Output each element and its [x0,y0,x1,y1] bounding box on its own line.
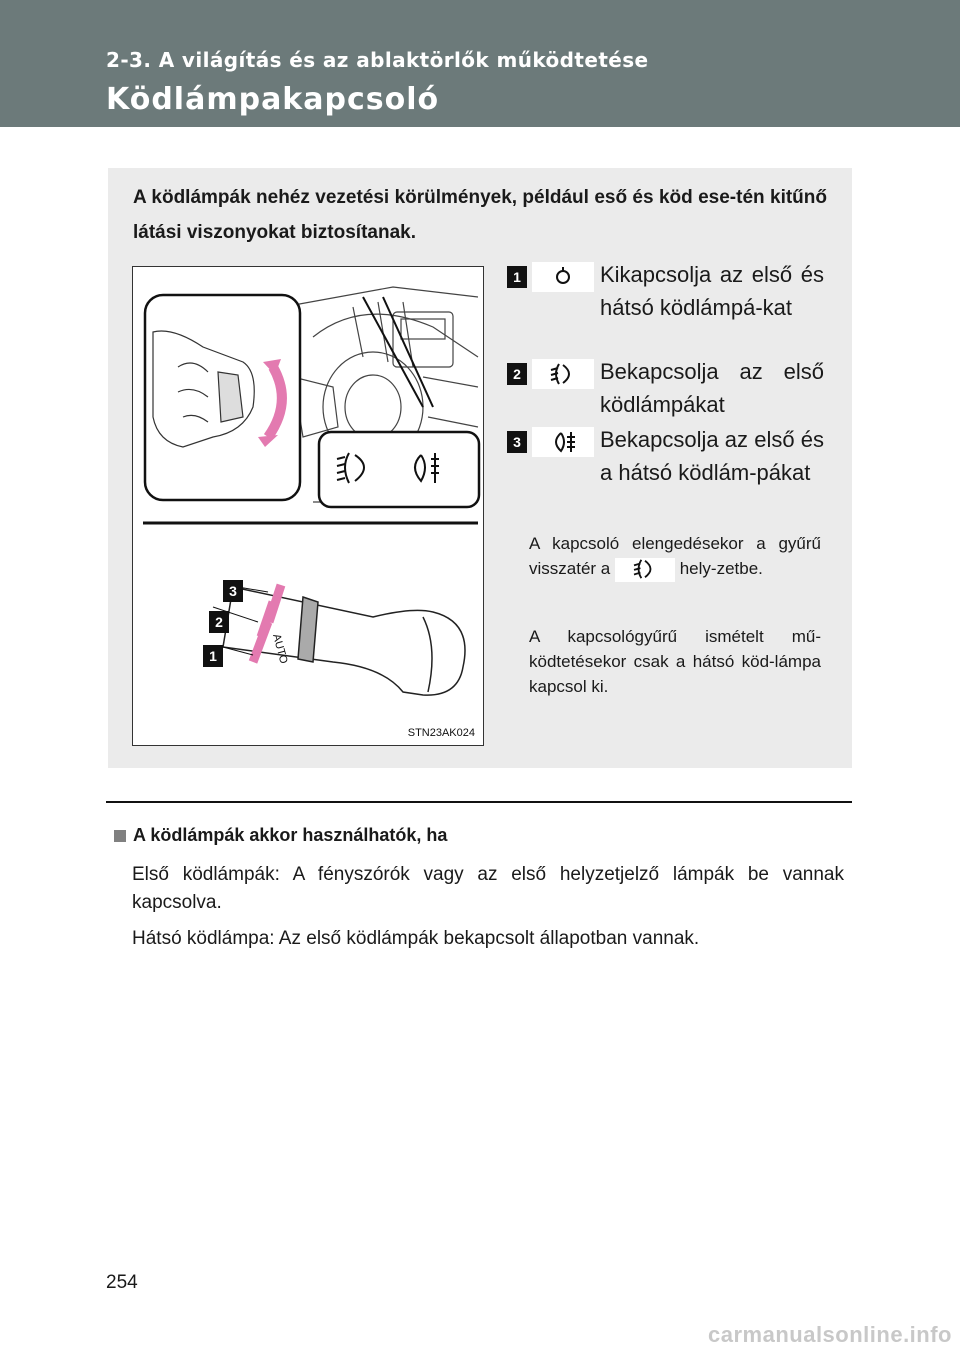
intro-text: A ködlámpák nehéz vezetési körülmények, például eső és köd ese-tén kitűnő látási viszonyokat biztosítanak. [133,187,827,243]
release-note [529,531,821,582]
figure-callout-3: 3 [223,580,243,602]
square-bullet-icon [114,830,126,842]
section-divider [106,801,852,803]
rear-fog-light-icon [532,427,594,457]
section-title: 2-3. A világítás és az ablaktörlők működtetése [106,48,649,72]
usage-heading [114,825,447,846]
figure-callout-2: 2 [209,611,229,633]
fog-switch-illustration [132,266,484,746]
figure-callout-1: 1 [203,645,223,667]
usage-heading-text: A ködlámpák akkor használhatók, ha [133,825,448,845]
item-2-number: 2 [507,363,527,385]
illustration-drawing [133,267,484,746]
item-2-text: Bekapcsolja az első ködlámpákat [600,359,824,417]
figure-code: STN23AK024 [407,727,475,739]
page-number: 254 [106,1272,138,1293]
release-note-after: hely-zetbe. [679,559,763,578]
off-ring-icon [532,262,594,292]
front-fog-light-icon [532,359,594,389]
site-watermark: carmanualsonline.info [708,1322,952,1347]
chapter-title: Ködlámpakapcsoló [106,82,440,117]
front-fog-condition: Első ködlámpák: A fényszórók vagy az első helyzetjelző lámpák be vannak kapcsolva. [132,864,844,913]
rear-fog-condition: Hátsó ködlámpa: Az első ködlámpák bekapcsolt állapotban vannak. [132,928,700,949]
release-note-before: A kapcsoló elengedésekor a gyűrű visszatér a [529,534,821,578]
item-3-text: Bekapcsolja az első és a hátsó ködlám-pákat [600,427,824,485]
item-1-text: Kikapcsolja az első és hátsó ködlámpá-kat [600,262,824,320]
header-band [0,0,960,127]
front-fog-light-inline-icon [615,558,675,582]
indicator-inset [319,432,479,507]
repeat-note: A kapcsológyűrű ismételt mű-ködtetésekor csak a hátsó köd-lámpa kapcsol ki. [529,627,821,696]
lever-auto-label: AUTO [270,632,290,666]
item-1-number: 1 [507,266,527,288]
item-3-number: 3 [507,431,527,453]
